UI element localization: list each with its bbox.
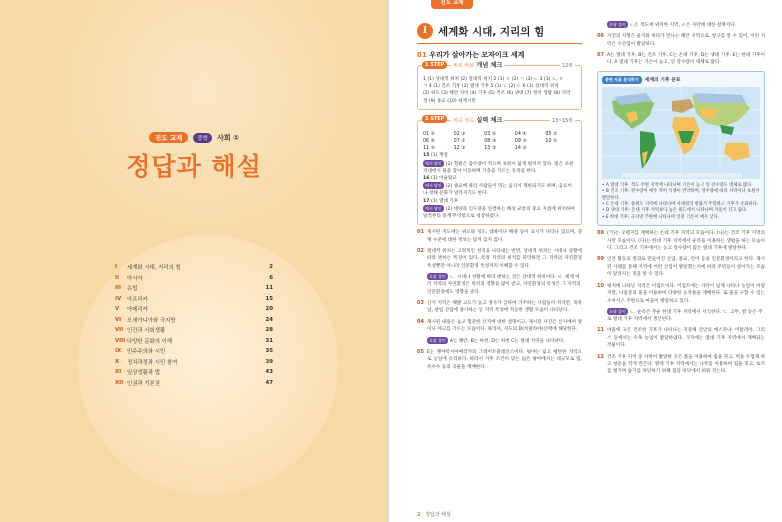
toc-number: X: [115, 358, 120, 365]
toc-page: 20: [265, 306, 273, 313]
answer-text: 제시된 지도에는 위도와 경도, 대륙이나 해양 등이 표시가 나타나 있으며, 경계 수준에 대한 정보는 담겨 있지 않다.: [427, 230, 582, 243]
answer-text: A는 열대 기후, B는 건조 기후, C는 온대 기후, D는 냉대 기후, E는 한대 기후이다. A 열대 기후는 기온이 높고, 연 강수량이 대체로 많다.: [607, 53, 765, 66]
toc-row: [115, 325, 273, 336]
desc-text: (1) 열대 기후: [431, 198, 459, 204]
desc-text: (2) 대양과 인도양을 연결하는 해상 교통의 중요 지점에 위치하여 일찍부터 중계 무역항으로 성장하였다.: [423, 206, 575, 220]
answer-tag: 예시 답안: [425, 183, 442, 189]
table-of-contents: [115, 262, 273, 388]
step2-title-text: 실력 체크: [476, 116, 503, 124]
toc-page: 43: [265, 369, 273, 376]
answer-text: 건조 기후 지역 중 사막이 발달한 곳은 흙을 이용하여 집을 짓고, 벽을 두껍게 하고 창문을 작게 만든다. 열대 기후 지역에서는 나무를 이용하여 집을 짓고, 토지를 벌기며 습기를 차단하기 위해 집을 바닥에서 띄워 짓는다.: [607, 354, 766, 375]
step2-answer: 12 ③: [453, 146, 466, 152]
desc-number: 17: [423, 198, 431, 204]
note-text: ㄴ은 적도에 위치한 지역, ㄹ은 사막에 대한 설명이다.: [629, 23, 737, 28]
step1-title: [451, 60, 504, 69]
answer-note: [597, 21, 765, 29]
toc-title: 정치과정과 시민 참여: [127, 359, 178, 366]
toc-number: XI: [115, 369, 122, 376]
world-climate-map: [602, 87, 760, 179]
note-text: ㄴ. 순록은 추운 한대 기후 지역에서 서식한다. ㄷ. 고무, 쌀 등은 주로 열대 기후 지역에서 생산된다.: [607, 309, 763, 323]
cover-title: 정답과 해설: [126, 152, 262, 181]
answer-tag: 예시 답안: [425, 205, 442, 211]
climate-map-box: [597, 71, 765, 226]
toc-page: 2: [269, 264, 273, 271]
cover-page: [0, 0, 388, 522]
section-title: [417, 50, 582, 60]
subject-label: 사회 ①: [217, 133, 239, 142]
answer-number: 02: [417, 248, 424, 255]
answer-note: [597, 308, 765, 323]
answer-item: [417, 300, 582, 315]
antarctica-shape: [622, 173, 742, 178]
answer-text: (가)는 오렌지를 재배하는 온대 기후 지역의 모습이다. (나)는 건조 기후 지역의 사막 모습이다. (다)는 한대 기후 지역에서 순록을 이용하는 생활을 하는 모습이다. 그리고 건조 기후에서는 농고 강수량이 많은 열대 기후에 발달한다.: [607, 231, 765, 252]
answer-item: [597, 327, 765, 349]
toc-page: 6: [269, 274, 273, 281]
toc-row: [115, 283, 273, 294]
step2-page-range: 13~15쪽: [552, 118, 573, 124]
answer-item: [597, 230, 765, 252]
unit-title: 세계화 시대, 지리의 힘: [438, 25, 545, 38]
answer-number: 06: [597, 33, 604, 40]
answer-item: [597, 33, 765, 48]
cover-tag: 진도 교재: [149, 132, 188, 143]
toc-number: VII: [115, 327, 124, 334]
step1-answer-line: ㄱ 4 (1) 건조 기후 (2) 열대 기후 5 (1) ㄴ (2) ㄷ 6 (1) 상대적 위치: [423, 84, 559, 90]
toc-number: XII: [115, 379, 124, 386]
note-text: A는 해안, B는 하천, D는 하천 C는 열대 지역을 나타낸다.: [449, 338, 565, 344]
answer-text: 제시된 내용은 높고 험준한 산지에 대한 설명이고, 제시된 사진은 산지에서 양이나 야크를 기르는 모습이다. 따라서, 지도의 D(히말라야)산맥에 해당한다.: [427, 319, 582, 333]
step2-answer-grid: [423, 131, 576, 153]
desc-number: 15: [423, 153, 431, 159]
toc-page: 35: [265, 348, 273, 355]
answer-item: [597, 283, 765, 305]
step2-box: [417, 116, 582, 225]
step2-desc-line: [423, 175, 576, 182]
step2-desc-line: [423, 160, 576, 175]
step1-answers: [423, 76, 576, 105]
toc-row: [115, 357, 273, 368]
step2-answer: 07 ⑤: [453, 139, 466, 145]
toc-title: 아메리카: [127, 307, 148, 314]
toc-title: 아프리카: [127, 296, 148, 303]
note-tag: 오답 풀이: [429, 274, 446, 280]
answer-text: 사진의 지형은 울지와 바다가 만나는 해안 지역으로, 항구를 통 수 있어, 이런 지역은 수산업이 발달하다.: [607, 34, 766, 47]
toc-row: [115, 304, 273, 315]
answer-text: 인간 활동의 결과로 만들어진 산업, 종교, 언어 등을 인문환경이라고 한다. 제시된 사례를 통해 지역에 어떤 산업이 발달했는지에 따라 주민들이 살아가는 모습이 달라지는 것을 알 수 있다.: [607, 257, 765, 278]
toc-number: I: [115, 264, 118, 271]
step1-page-range: 12쪽: [562, 64, 573, 69]
toc-number: VI: [115, 316, 122, 323]
toc-row: [115, 315, 273, 326]
answer-tag: 예시 답안: [425, 160, 442, 166]
right-explanations-top: [597, 21, 765, 67]
answer-text: 평지에 나타난 지역은 이집트이다. 이집트에는 사막이 넓게 나타나 농업이 어렵지만, 나일강의 물을 이용하여 다양한 농작물을 재배한다. 또 물을 구할 수 있는 오아시스 주변으로 마을이 발달하고 있다.: [607, 283, 765, 304]
unit-badge: I: [417, 23, 433, 39]
cover-heading: [0, 132, 388, 183]
unit-heading: [417, 23, 582, 39]
toc-page: 15: [265, 295, 273, 302]
step1-badge: 1 STEP: [422, 61, 447, 69]
step2-answer: 13 ③: [484, 146, 497, 152]
toc-title: 민주주의와 시민: [127, 349, 166, 356]
toc-title: 아시아: [127, 275, 143, 282]
toc-row: [115, 367, 273, 378]
step2-answer: 10 ⑤: [545, 139, 558, 145]
answer-note: [417, 337, 582, 345]
answer-number: 08: [597, 230, 604, 237]
unit-divider: [417, 43, 582, 44]
answer-item: [597, 354, 765, 376]
step2-answer: 01 ⑤: [423, 131, 435, 137]
toc-title: 세계화 시대, 지리의 힘: [127, 265, 181, 272]
answer-page: [388, 0, 782, 522]
section-number: 01: [417, 51, 427, 59]
toc-title: 오세아니아와 극지방: [127, 317, 176, 324]
step1-box: [417, 61, 582, 110]
footer-text: 정답과 해설: [425, 512, 451, 518]
step1-label: 바로 바로: [453, 63, 475, 69]
section-title-text: 우리가 살아가는 모자이크 세계: [429, 51, 525, 59]
step2-answer: 09 ③: [514, 139, 527, 145]
answer-text: E는 팽야폭시아메리카의 그레이트플레인스이다. 평야는 넓고 평탄한 지역으로 농업에 유리하다. 따라서 기후 조건이 맞는 넓은 평야에서는 대규모로 밀, 옥수수 등의 곡물을 재배한다.: [427, 349, 582, 370]
toc-number: III: [115, 285, 122, 292]
cover-tag-row: [0, 132, 388, 143]
toc-title: 일상생활과 법: [127, 370, 160, 377]
step2-desc-line: [423, 152, 576, 159]
desc-text: (2) 헝클은 감수량이 적으며 초원이 넓게 펼쳐져 있다. 빛은 초원 지대에서 풀을 찾아 이동하며 가축을 기르는 유목을 한다.: [423, 161, 574, 174]
toc-row: [115, 294, 273, 305]
toc-row: [115, 346, 273, 357]
page-number: 2: [417, 512, 421, 518]
answer-number: 03: [417, 299, 424, 306]
step2-answer: 08 ③: [484, 139, 497, 145]
step2-desc-line: [423, 182, 576, 197]
step2-badge: 2 STEP: [422, 115, 447, 123]
toc-number: IV: [115, 295, 122, 302]
answer-number: 09: [597, 256, 604, 263]
desc-text: (1) 계절: [431, 153, 448, 159]
answer-number: 04: [417, 318, 424, 325]
answer-number: 01: [417, 229, 424, 236]
toc-page: 39: [265, 358, 273, 365]
desc-number: 16: [423, 176, 431, 182]
answer-item: [597, 52, 765, 67]
toc-page: 47: [265, 379, 273, 386]
legend-item: • E 한대 기후: 극지방 주변에 나타나며 연중 기온이 매우 낮다.: [602, 214, 720, 220]
step2-answer: [545, 145, 576, 152]
right-explanations-bottom: [597, 230, 765, 376]
answer-item: [417, 248, 582, 270]
note-text: ㄴ. 시대나 상황에 따라 변하는 것은 상대적 위치이다. ㄹ. 세계 여러 지역의 자연환경은 위치의 영향을 많이 받고, 자연환경의 특성은 그 지역의 인문환경에도 영향을 준다.: [427, 275, 581, 295]
toc-number: II: [115, 274, 120, 281]
page-top-tab: 진도 교재: [431, 0, 473, 9]
step1-answer-line: 1 (1) 상대적 위치 (2) 절대적 위치 2 (1) ㄷ (2) ㄱ (3) ㄴ 3 (1) ㄴ, ㄷ: [423, 77, 564, 82]
toc-row: [115, 378, 273, 389]
step2-answer: 04 ④: [514, 131, 527, 137]
answer-text: 절대적 위치는 고정적인 성격을 나타내는 반면, 상대적 위치는 시대나 상황에 따라 변하는 특징이 있다. 특정 지역의 위치를 파악하면 그 지역의 자연환경 특성뿐만 아니라 인문환경 특성까지 이해할 수 있다.: [427, 249, 582, 269]
answer-item: [417, 349, 582, 371]
legend-item: • C 온대 기후: 중위도 지역에 나타나며 사계절의 변화가 뚜렷하고 기후가 온화하다.: [602, 202, 759, 208]
desc-text: (1) 이슬람교: [431, 176, 457, 182]
step2-desc-line: [423, 198, 576, 205]
answer-number: 12: [597, 353, 604, 360]
toc-number: V: [115, 306, 120, 313]
toc-page: 11: [265, 285, 273, 292]
toc-row: [115, 262, 273, 273]
toc-title: 유럽: [127, 286, 138, 293]
cover-glow: [40, 0, 370, 240]
step2-descriptive-answers: [423, 152, 576, 220]
step2-label: 차곡 차곡: [453, 117, 475, 124]
answer-item: [417, 229, 582, 244]
map-legend: [602, 183, 760, 221]
answer-item: [417, 319, 582, 334]
right-column: [597, 18, 765, 376]
answer-number: 11: [597, 327, 604, 334]
toc-page: 28: [265, 327, 273, 334]
map-header: [602, 76, 760, 84]
desc-text: (2) 종교에 따라 사람들이 먹는 음식이 제한되기도 하며, 음료이나 정해 문화가 달라지기도 한다.: [423, 184, 572, 197]
answer-note: [417, 273, 582, 296]
page-footer: [417, 511, 451, 518]
answer-number: 05: [417, 348, 424, 355]
left-column: [417, 18, 582, 371]
answer-number: 07: [597, 52, 604, 59]
left-explanations: [417, 229, 582, 371]
note-tag: 오답 풀이: [609, 308, 626, 314]
toc-title: 다양한 문화의 이해: [127, 338, 173, 345]
step2-answer: 05 ②: [545, 131, 558, 137]
step2-header: [422, 115, 504, 124]
toc-row: [115, 336, 273, 347]
step1-header: [422, 60, 504, 69]
step2-answer: 06 ④: [423, 139, 435, 145]
step2-answer: 14 ③: [514, 146, 527, 152]
legend-item: • B 건조 기후: 강수량이 매우 적어 식생이 빈약하며, 강수량에 따라 사막이나 초원이 발달한다.: [602, 189, 760, 201]
step1-title-text: 개념 체크: [476, 62, 503, 69]
step1-answer-line: 성 (9) 중교 (10) 세계시민: [423, 98, 476, 104]
legend-item: • D 냉대 기후: 온대 기후 지역보다 높은 위도에서 나타나며 겨울이 길고 춥다.: [602, 208, 748, 214]
note-tag: 오답 풀이: [429, 337, 446, 343]
step2-desc-line: [423, 205, 576, 220]
answer-text: 야꼽에 고은 건조한 기후가 나타나는 지중해 연안의 에스파냐, 이탈리아, 그리스 등에서는 수목 농업이 발달하였다. 가지에는 열대 기후 지역에서 재배되는 작물이다.: [607, 328, 765, 349]
toc-number: IX: [115, 348, 122, 355]
answer-item: [597, 256, 765, 278]
step2-answer: 11 ⑤: [423, 146, 435, 152]
step2-title: [451, 115, 504, 124]
toc-row: [115, 273, 273, 284]
toc-title: 인간과 사회생활: [127, 328, 166, 335]
step1-answer-line: (2) 위도 (3) 해안 지역 (4) 기후 (5) 건조 (6) 냉대 (7) 정착 생활 (8) 지역: [423, 91, 571, 97]
step2-answer: 02 ③: [453, 131, 466, 137]
toc-page: 24: [265, 316, 273, 323]
toc-page: 31: [265, 337, 273, 344]
note-tag: 오답 풀이: [609, 22, 626, 27]
level-badge: 중학: [193, 133, 212, 143]
answer-text: 산지 지역은 해발 고도가 높고 경사가 급하여 거주하는 사람들이 적지만, 목축업, 광업 산업에 종사하는 등 지역 특성에 적응한 생활 모습이 나타난다.: [427, 300, 582, 314]
step2-answer: 03 ⑤: [484, 131, 497, 137]
legend-item: • A 열대 기후: 적도 주변 지역에 나타나며 기온이 높고 연 강수량도 대체로 많다.: [602, 182, 753, 188]
answer-number: 10: [597, 282, 604, 289]
map-tag: 관련 자료 분석하기: [602, 76, 642, 84]
map-title: 세계의 기후 분포: [644, 78, 681, 84]
toc-title: 인권과 기본권: [127, 380, 160, 387]
toc-number: VIII: [115, 337, 126, 344]
